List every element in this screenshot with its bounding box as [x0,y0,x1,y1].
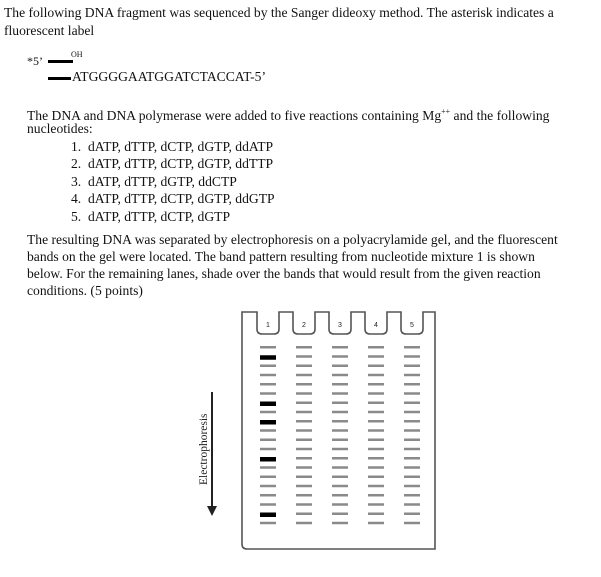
band-dark [260,420,276,425]
band-outline [332,466,348,469]
band-outline [404,355,420,358]
band-outline [368,457,384,460]
band-outline [404,392,420,395]
band-outline [296,439,312,442]
band-outline [260,411,276,414]
question-line-1: The resulting DNA was separated by electrophoresis on a polyacrylamide gel, and the fluorescent [27,232,558,247]
band-outline [260,522,276,525]
band-outline [368,402,384,405]
band-outline [368,420,384,423]
band-outline [332,429,348,432]
reactions-intro-line-1: The DNA and DNA polymerase were added to five reactions containing Mg++ and the following [27,107,550,123]
band-outline [368,346,384,349]
band-outline [404,466,420,469]
band-outline [296,402,312,405]
band-outline [332,420,348,423]
band-outline [332,365,348,368]
question-line-2: bands on the gel were located. The band pattern resulting from nucleotide mixture 1 is shown [27,249,535,264]
band-outline [332,485,348,488]
list-item: 1. dATP, dTTP, dCTP, dGTP, ddATP [71,139,274,154]
template-sequence: ATGGGGAATGGATCTACCAT-5’ [72,69,267,84]
band-outline [332,346,348,349]
band-outline [260,485,276,488]
band-outline [404,429,420,432]
band-outline [332,494,348,497]
band-outline [404,411,420,414]
band-outline [368,411,384,414]
list-item: 5. dATP, dTTP, dCTP, dGTP [71,208,231,224]
band-outline [332,374,348,377]
intro-line-2: fluorescent label [4,23,95,38]
band-outline [296,466,312,469]
lane-label-2: 2 [302,322,306,329]
band-outline [368,522,384,525]
band-outline [260,365,276,368]
band-outline [404,485,420,488]
band-outline [404,346,420,349]
band-outline [296,346,312,349]
band-outline [296,420,312,423]
band-outline [296,392,312,395]
band-outline [260,448,276,451]
band-outline [296,513,312,516]
band-outline [368,374,384,377]
band-outline [296,503,312,506]
band-outline [404,522,420,525]
band-outline [404,365,420,368]
band-outline [404,383,420,386]
band-outline [296,374,312,377]
band-outline [296,494,312,497]
band-outline [368,485,384,488]
band-outline [404,494,420,497]
band-outline [260,383,276,386]
band-outline [260,476,276,479]
band-dark [260,457,276,462]
band-outline [260,494,276,497]
band-dark [260,513,276,518]
lane-label-5: 5 [410,322,414,329]
band-outline [332,439,348,442]
band-outline [260,374,276,377]
band-outline [296,429,312,432]
band-outline [368,466,384,469]
band-outline [332,411,348,414]
band-outline [368,494,384,497]
oh-label: OH [71,50,83,59]
band-outline [368,383,384,386]
list-item: 3. dATP, dTTP, dGTP, ddCTP [71,173,237,189]
band-outline [296,365,312,368]
band-outline [368,513,384,516]
band-outline [332,402,348,405]
primer-5prime-label: *5’ [27,54,43,68]
list-item: 2. dATP, dTTP, dCTP, dGTP, ddTTP [71,156,274,172]
band-outline [332,457,348,460]
band-outline [296,522,312,525]
band-outline [332,522,348,525]
mg-superscript: ++ [441,107,451,116]
band-outline [368,448,384,451]
band-outline [260,439,276,442]
band-outline [404,457,420,460]
band-outline [404,513,420,516]
band-outline [296,448,312,451]
band-outline [368,355,384,358]
band-outline [404,420,420,423]
band-outline [368,365,384,368]
band-outline [368,439,384,442]
band-outline [404,402,420,405]
electrophoresis-label: Electrophoresis [198,413,210,485]
band-outline [404,439,420,442]
band-outline [404,374,420,377]
list-item: 4. dATP, dTTP, dCTP, dGTP, ddGTP [71,191,275,207]
question-line-3: below. For the remaining lanes, shade over the bands that would result from the given reaction [27,266,541,281]
lane-label-1: 1 [266,322,270,329]
band-outline [260,503,276,506]
band-outline [260,466,276,469]
band-outline [332,448,348,451]
electrophoresis-arrow-head [207,506,217,516]
band-outline [404,503,420,506]
band-outline [332,392,348,395]
band-outline [332,355,348,358]
band-outline [332,513,348,516]
band-outline [404,476,420,479]
question-line-4: conditions. (5 points) [27,283,143,298]
band-outline [296,383,312,386]
band-outline [332,383,348,386]
band-outline [296,476,312,479]
reactions-intro-line-2: nucleotides: [27,121,93,136]
intro-line-1: The following DNA fragment was sequenced by the Sanger dideoxy method. The asterisk indicates a [4,5,554,20]
band-outline [296,457,312,460]
band-outline [260,392,276,395]
band-outline [368,392,384,395]
lane-label-4: 4 [374,322,378,329]
band-outline [260,429,276,432]
band-outline [368,476,384,479]
band-outline [296,411,312,414]
band-outline [332,476,348,479]
band-outline [260,346,276,349]
band-outline [368,503,384,506]
band-outline [296,485,312,488]
band-outline [332,503,348,506]
lane-label-3: 3 [338,322,342,329]
band-outline [296,355,312,358]
band-dark [260,402,276,407]
band-outline [404,448,420,451]
band-outline [368,429,384,432]
band-dark [260,355,276,360]
